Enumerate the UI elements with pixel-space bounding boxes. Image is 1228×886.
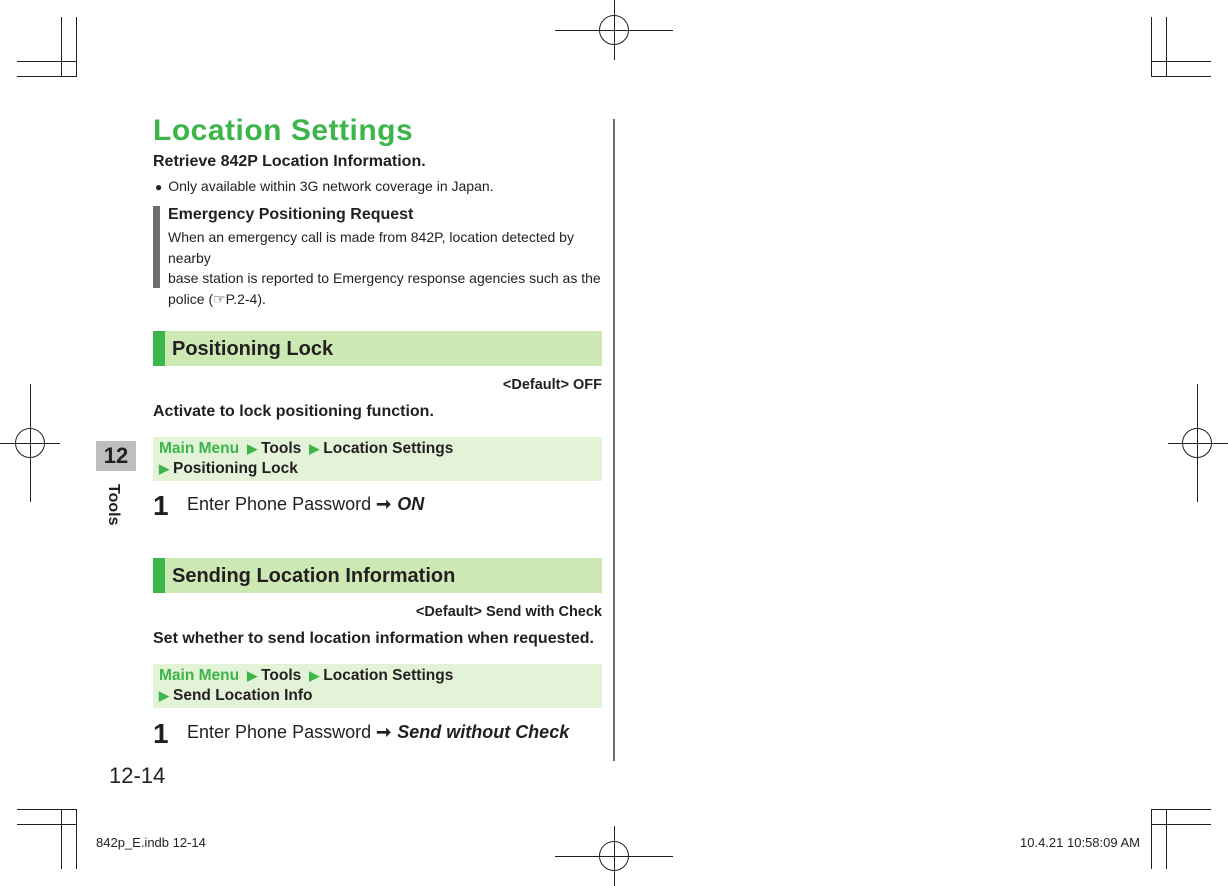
arrow-icon: ➞: [376, 494, 392, 514]
emergency-text: [168, 227, 608, 309]
menu-location: Location Settings: [323, 440, 454, 457]
triangle-right-icon: ▶: [309, 441, 320, 456]
section-accent: [153, 331, 165, 366]
section-title: Sending Location Information: [172, 565, 456, 587]
crop-mark: [1166, 17, 1167, 77]
chapter-number: 12: [96, 441, 136, 471]
bullet-item: [155, 178, 494, 194]
arrow-icon: ➞: [376, 722, 392, 742]
default-value: <Default> OFF: [502, 377, 602, 393]
crop-mark: [1151, 824, 1211, 825]
emergency-heading: Emergency Positioning Request: [168, 206, 414, 223]
step-text: [187, 494, 424, 515]
triangle-right-icon: ▶: [159, 461, 169, 476]
page-number: 12-14: [109, 763, 166, 788]
crop-mark: [17, 824, 77, 825]
step-choice: Send without Check: [397, 722, 570, 742]
footer-file: 842p_E.indb 12-14: [96, 835, 206, 850]
registration-circle: [599, 841, 629, 871]
step-choice: ON: [397, 494, 425, 514]
crop-mark: [17, 76, 77, 77]
crop-mark: [61, 809, 62, 869]
menu-path: [153, 664, 602, 708]
menu-item: Positioning Lock: [173, 460, 298, 477]
step-text: [187, 722, 569, 743]
registration-circle: [15, 428, 45, 458]
step-instruction: Enter Phone Password: [187, 494, 377, 514]
emergency-line: police (☞P.2-4).: [168, 290, 266, 307]
section-description: Activate to lock positioning function.: [153, 403, 434, 420]
crop-mark: [1151, 809, 1211, 810]
section-description: Set whether to send location information when requested.: [153, 630, 594, 647]
menu-path: [153, 437, 602, 481]
section-header-positioning-lock: [153, 331, 602, 366]
menu-tools: Tools: [261, 440, 302, 457]
registration-circle: [1182, 428, 1212, 458]
triangle-right-icon: ▶: [247, 668, 258, 683]
crop-mark: [17, 61, 77, 62]
registration-circle: [599, 15, 629, 45]
column-divider: [613, 119, 615, 761]
section-title: Positioning Lock: [172, 338, 334, 360]
step-number: 1: [153, 718, 169, 749]
crop-mark: [17, 809, 77, 810]
bullet-text: Only available within 3G network coverage in Japan.: [168, 178, 494, 194]
step-instruction: Enter Phone Password: [187, 722, 377, 742]
footer-timestamp: 10.4.21 10:58:09 AM: [1020, 835, 1140, 850]
chapter-label: Tools: [105, 484, 122, 526]
menu-main: Main Menu: [159, 667, 240, 684]
crop-mark: [1166, 809, 1167, 869]
bullet-icon: ●: [155, 180, 163, 194]
menu-main: Main Menu: [159, 440, 240, 457]
menu-item: Send Location Info: [173, 687, 313, 704]
triangle-right-icon: ▶: [309, 668, 320, 683]
menu-location: Location Settings: [323, 667, 454, 684]
section-accent: [153, 558, 165, 593]
crop-mark: [76, 809, 77, 869]
crop-mark: [76, 17, 77, 77]
intro-text: Retrieve 842P Location Information.: [153, 153, 426, 170]
step-number: 1: [153, 490, 169, 521]
crop-mark: [1151, 17, 1152, 77]
menu-tools: Tools: [261, 667, 302, 684]
triangle-right-icon: ▶: [247, 441, 258, 456]
emergency-line: When an emergency call is made from 842P, location detected by nearby: [168, 229, 574, 266]
crop-mark: [1151, 76, 1211, 77]
section-header-sending-location: [153, 558, 602, 593]
crop-mark: [61, 17, 62, 77]
info-bar: [153, 206, 160, 288]
default-value: <Default> Send with Check: [415, 604, 602, 620]
triangle-right-icon: ▶: [159, 688, 169, 703]
page-title: Location Settings: [153, 114, 414, 147]
crop-mark: [1151, 61, 1211, 62]
crop-mark: [1151, 809, 1152, 869]
emergency-line: base station is reported to Emergency response agencies such as the: [168, 270, 601, 286]
